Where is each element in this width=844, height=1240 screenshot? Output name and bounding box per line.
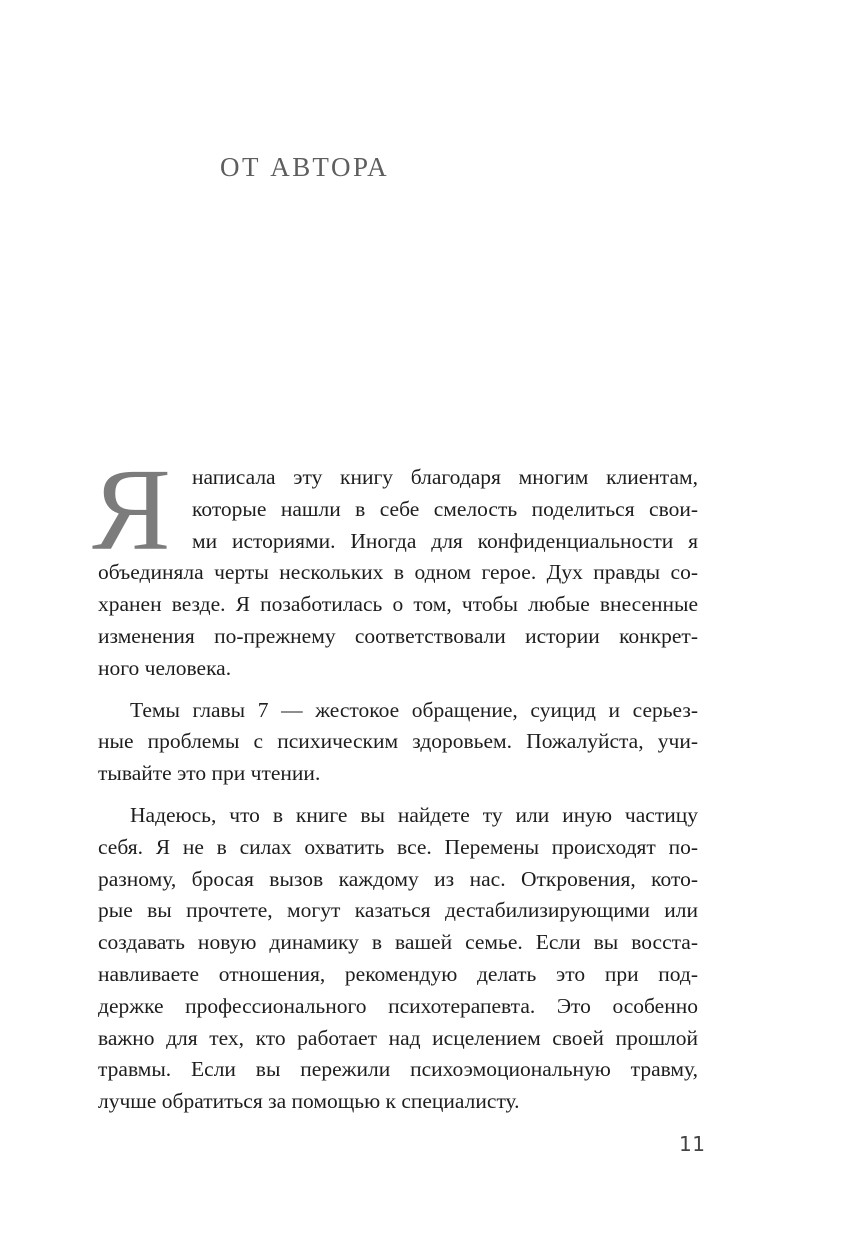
paragraph-3-line: лучше обратиться за помощью к специалисту.: [98, 1089, 520, 1114]
paragraph-3-line: навливаете отношения, рекомендую делать это при под-: [98, 961, 698, 986]
paragraph-2-line: тывайте это при чтении.: [98, 761, 321, 786]
paragraph-3-line: себя. Я не в силах охватить все. Перемены происходят по-: [98, 834, 698, 859]
body-text: [92, 444, 698, 1118]
paragraph-3-line: разному, бросая вызов каждому из нас. Откровения, кото-: [98, 866, 698, 891]
paragraph-gap: [98, 790, 698, 800]
paragraph-3-line: Надеюсь, что в книге вы найдете ту или иную частицу: [130, 802, 698, 827]
chapter-title: ОТ АВТОРА: [220, 152, 390, 182]
paragraph-3-line: травмы. Если вы пережили психоэмоциональную травму,: [98, 1057, 698, 1082]
paragraph-2-line: Темы главы 7 — жестокое обращение, суицид и серьез-: [130, 697, 698, 722]
paragraph-2: [98, 695, 698, 790]
paragraph-1: [98, 462, 698, 685]
paragraph-3-line: рые вы прочтете, могут казаться дестабилизирующими или: [98, 898, 698, 923]
paragraph-3-line: создавать новую динамику в вашей семье. Если вы восста-: [98, 930, 698, 955]
paragraph-1-line: ми историями. Иногда для конфиденциальности я: [192, 528, 698, 553]
paragraph-3: [98, 800, 698, 1118]
paragraph-1-line: ного человека.: [98, 655, 232, 680]
paragraph-gap: [98, 685, 698, 695]
paragraph-1-line: изменения по-прежнему соответствовали истории конкрет-: [98, 623, 698, 648]
drop-cap: Я: [92, 444, 171, 575]
paragraph-1-line: которые нашли в себе смелость поделиться свои-: [192, 496, 698, 521]
paragraph-1-line: написала эту книгу благодаря многим клиентам,: [192, 465, 698, 489]
paragraph-1-line: хранен везде. Я позаботилась о том, чтобы любые внесенные: [98, 592, 698, 617]
paragraph-2-line: ные проблемы с психическим здоровьем. Пожалуйста, учи-: [98, 729, 698, 754]
paragraph-1-line: объединяла черты нескольких в одном герое. Дух правды со-: [98, 560, 698, 585]
paragraph-3-line: держке профессионального психотерапевта. Это особенно: [98, 993, 698, 1018]
paragraph-3-line: важно для тех, кто работает над исцелением своей прошлой: [98, 1025, 698, 1050]
page-number: 11: [679, 1132, 706, 1156]
